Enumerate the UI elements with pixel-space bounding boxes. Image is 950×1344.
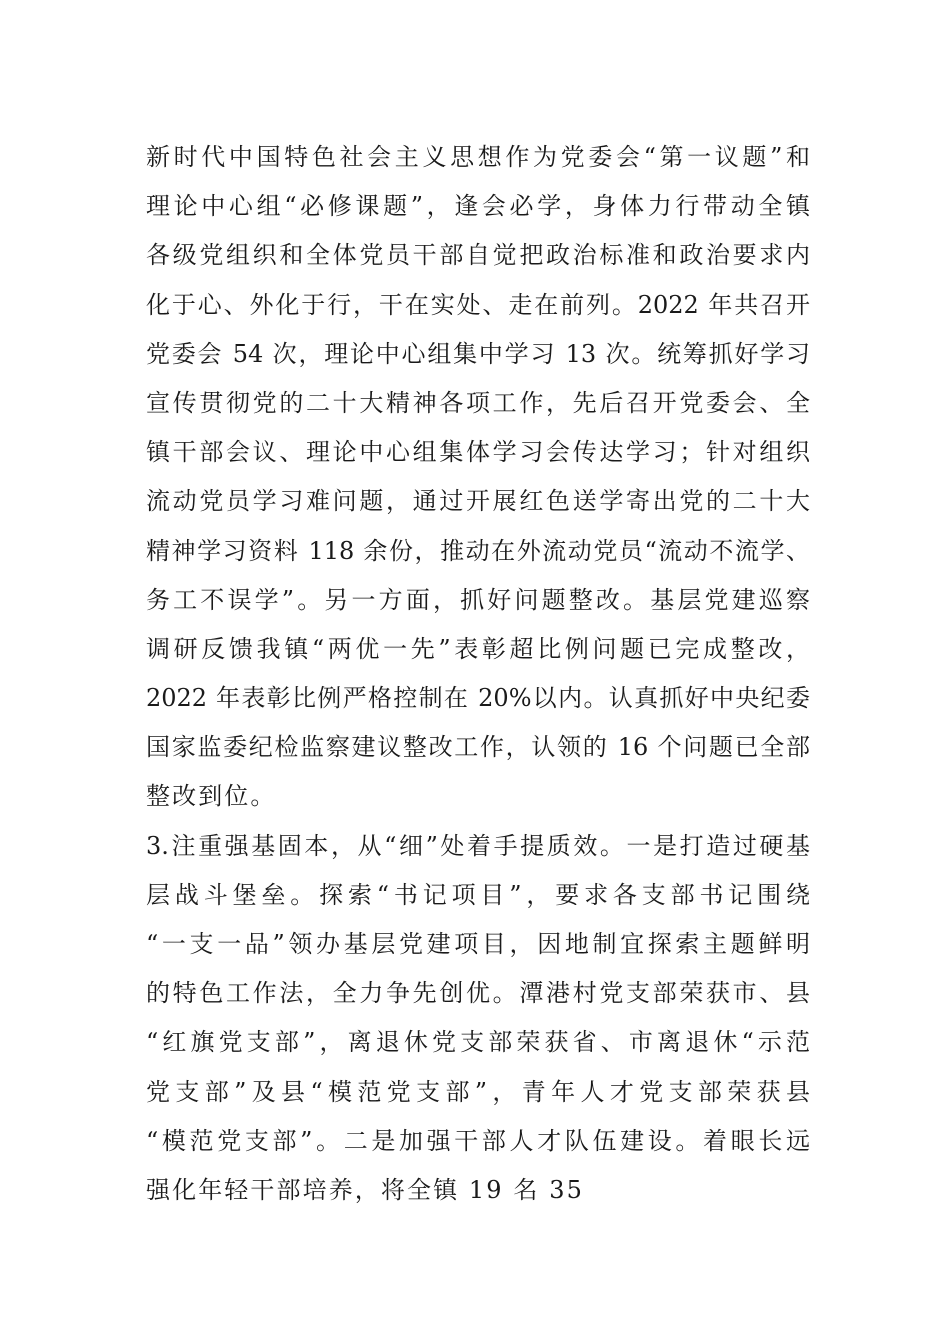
text-line: 各级党组织和全体党员干部自觉把政治标准和政治要求内 [146,241,810,270]
text-line: “红旗党支部”，离退休党支部荣获省、市离退休“示范 [146,1028,810,1057]
text-line: 整改到位。 [146,782,277,811]
text-line: 层战斗堡垒。探索“书记项目”，要求各支部书记围绕 [146,880,810,909]
text-line: 务工不误学”。另一方面，抓好问题整改。基层党建巡察 [146,585,810,614]
text-line: 理论中心组“必修课题”，逢会必学，身体力行带动全镇 [146,192,810,221]
text-line: 党支部”及县“模范党支部”，青年人才党支部荣获县 [146,1077,810,1106]
text-line: 流动党员学习难问题，通过开展红色送学寄出党的二十大 [146,487,810,516]
body-text [146,133,810,1215]
text-line: 3.注重强基固本，从“细”处着手提质效。一是打造过硬基 [146,831,810,860]
text-line: “一支一品”领办基层党建项目，因地制宜探索主题鲜明 [146,930,810,958]
text-line: 调研反馈我镇“两优一先”表彰超比例问题已完成整改， [146,634,810,663]
text-line: 宣传贯彻党的二十大精神各项工作，先后召开党委会、全 [146,388,810,417]
text-line: 国家监委纪检监察建议整改工作，认领的 16 个问题已全部 [146,733,810,762]
text-line: 精神学习资料 118 余份，推动在外流动党员“流动不流学、 [146,536,810,565]
text-line: 2022 年表彰比例严格控制在 20%以内。认真抓好中央纪委 [146,684,810,713]
text-line: “模范党支部”。二是加强干部人才队伍建设。着眼长远 [146,1126,810,1155]
text-line: 化于心、外化于行，干在实处、走在前列。2022 年共召开 [146,290,810,319]
text-line: 强化年轻干部培养，将全镇 19 名 35 [146,1175,584,1204]
text-line: 镇干部会议、理论中心组集体学习会传达学习；针对组织 [146,438,810,467]
text-line: 新时代中国特色社会主义思想作为党委会“第一议题”和 [146,143,810,171]
text-line: 党委会 54 次，理论中心组集中学习 13 次。统筹抓好学习 [146,339,810,368]
text-line: 的特色工作法，全力争先创优。潭港村党支部荣获市、县 [146,979,810,1008]
